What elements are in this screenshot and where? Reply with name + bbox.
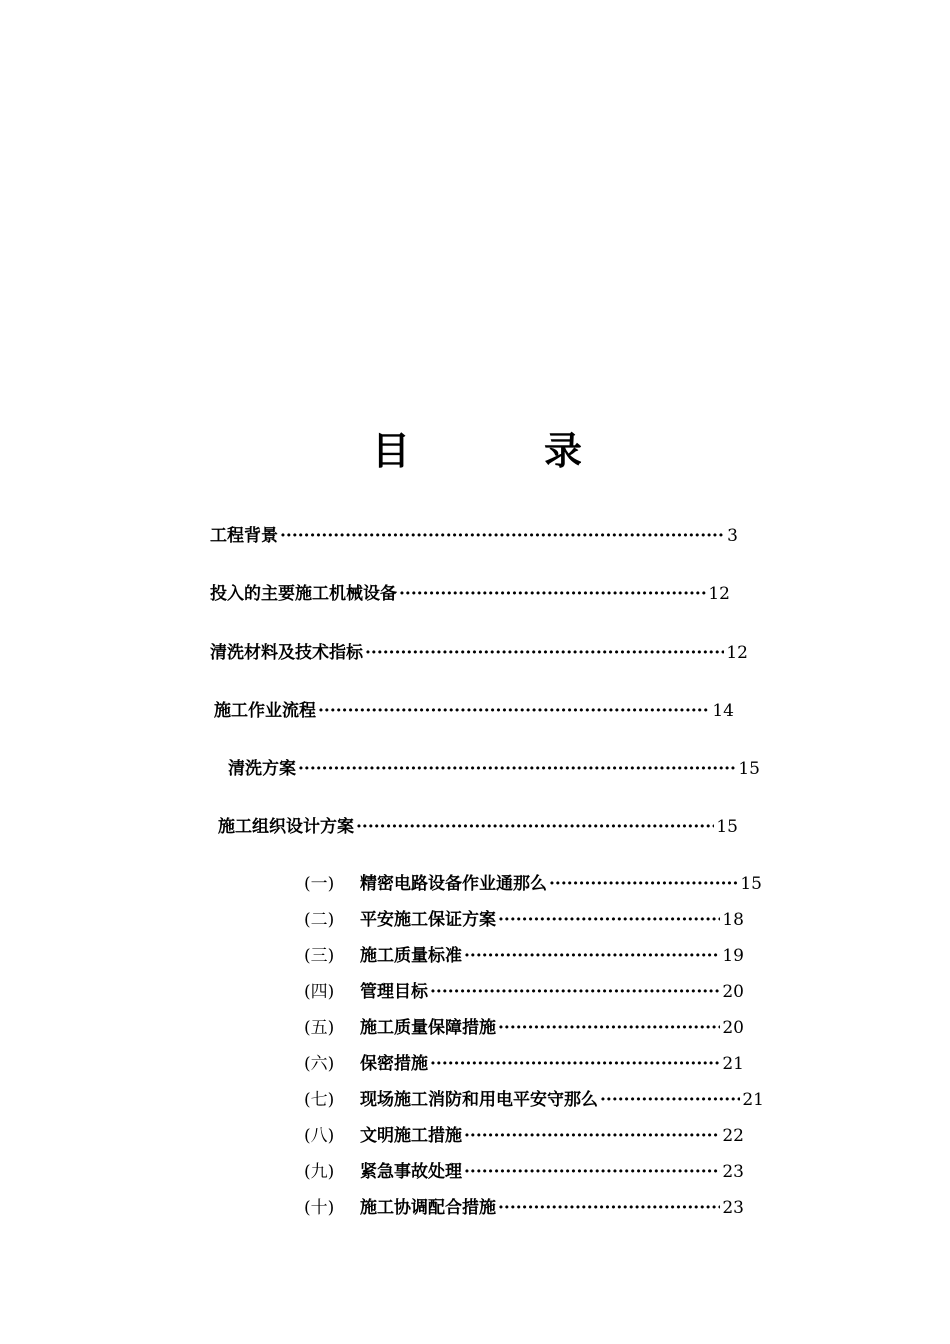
toc-entry-page: 15 <box>738 759 760 779</box>
toc-subentry[interactable] <box>304 1124 744 1148</box>
toc-subentry-number: (六) <box>304 1054 335 1074</box>
toc-subentry-page: 21 <box>742 1090 764 1110</box>
dot-leader <box>318 699 710 723</box>
toc-subentry-number: (三) <box>304 946 335 966</box>
toc-subentry-number: (十) <box>304 1198 335 1218</box>
toc-subentry-page: 20 <box>722 1018 744 1038</box>
toc-subentry[interactable] <box>304 1052 744 1076</box>
toc-subentry-number: (一) <box>304 874 335 894</box>
toc-entry[interactable] <box>210 641 748 665</box>
toc-subentry-page: 20 <box>722 982 744 1002</box>
dot-leader <box>464 944 720 968</box>
toc-subentry-label: 管理目标 <box>360 982 428 1002</box>
toc-subentry-number: (八) <box>304 1126 335 1146</box>
toc-subentry-label: 施工质量标准 <box>360 946 462 966</box>
toc-subentry[interactable] <box>304 1016 744 1040</box>
dot-leader <box>298 757 736 781</box>
dot-leader <box>498 1196 720 1220</box>
toc-subentry-label: 保密措施 <box>360 1054 428 1074</box>
dot-leader <box>430 980 720 1004</box>
toc-subentry-label: 施工质量保障措施 <box>360 1018 496 1038</box>
toc-subentry-page: 22 <box>722 1126 744 1146</box>
dot-leader <box>600 1088 740 1112</box>
toc-entry-page: 14 <box>712 701 734 721</box>
dot-leader <box>356 815 714 839</box>
toc-subentry-page: 21 <box>722 1054 744 1074</box>
toc-title-right: 录 <box>544 428 583 473</box>
toc-entry-page: 3 <box>727 526 738 546</box>
toc-subentry-number: (二) <box>304 910 335 930</box>
dot-leader <box>430 1052 720 1076</box>
toc-subentry[interactable] <box>304 908 744 932</box>
toc-subentry-number: (五) <box>304 1018 335 1038</box>
dot-leader <box>399 582 706 606</box>
toc-entry-label: 工程背景 <box>210 526 278 546</box>
toc-subentry-label: 文明施工措施 <box>360 1126 462 1146</box>
toc-subentry-page: 23 <box>722 1162 744 1182</box>
toc-subentry-page: 19 <box>722 946 744 966</box>
toc-entry-label: 施工组织设计方案 <box>218 817 354 837</box>
toc-entry-page: 12 <box>708 584 730 604</box>
toc-subentry[interactable] <box>304 980 744 1004</box>
toc-subentry-label: 施工协调配合措施 <box>360 1198 496 1218</box>
toc-subentry-page: 23 <box>722 1198 744 1218</box>
toc-subentry-number: (九) <box>304 1162 335 1182</box>
toc-entry[interactable] <box>210 582 730 606</box>
dot-leader <box>549 872 738 896</box>
toc-subentry-label: 平安施工保证方案 <box>360 910 496 930</box>
toc-entry-page: 12 <box>726 643 748 663</box>
toc-subentry-number: (四) <box>304 982 335 1002</box>
toc-subentry[interactable] <box>304 944 744 968</box>
toc-entry-page: 15 <box>716 817 738 837</box>
toc-entry-label: 施工作业流程 <box>214 701 316 721</box>
dot-leader <box>464 1160 720 1184</box>
toc-subentry-label: 精密电路设备作业通那么 <box>360 874 547 894</box>
toc-subentry-label: 现场施工消防和用电平安守那么 <box>360 1090 598 1110</box>
dot-leader <box>464 1124 720 1148</box>
toc-subentry[interactable] <box>304 872 762 896</box>
toc-entry[interactable] <box>210 524 738 548</box>
toc-subentry-number: (七) <box>304 1090 335 1110</box>
toc-entry[interactable] <box>214 699 734 723</box>
toc-subentry[interactable] <box>304 1196 744 1220</box>
dot-leader <box>498 908 720 932</box>
toc-entry-label: 投入的主要施工机械设备 <box>210 584 397 604</box>
toc-title-left: 目 <box>372 428 411 473</box>
toc-subentry-label: 紧急事故处理 <box>360 1162 462 1182</box>
toc-subentry-page: 18 <box>722 910 744 930</box>
toc-subentry-page: 15 <box>740 874 762 894</box>
dot-leader <box>365 641 724 665</box>
dot-leader <box>498 1016 720 1040</box>
toc-entry[interactable] <box>228 757 760 781</box>
toc-subentry[interactable] <box>304 1088 764 1112</box>
toc-entry-label: 清洗方案 <box>228 759 296 779</box>
dot-leader <box>280 524 725 548</box>
toc-entry-label: 清洗材料及技术指标 <box>210 643 363 663</box>
toc-entry[interactable] <box>218 815 738 839</box>
toc-subentry[interactable] <box>304 1160 744 1184</box>
